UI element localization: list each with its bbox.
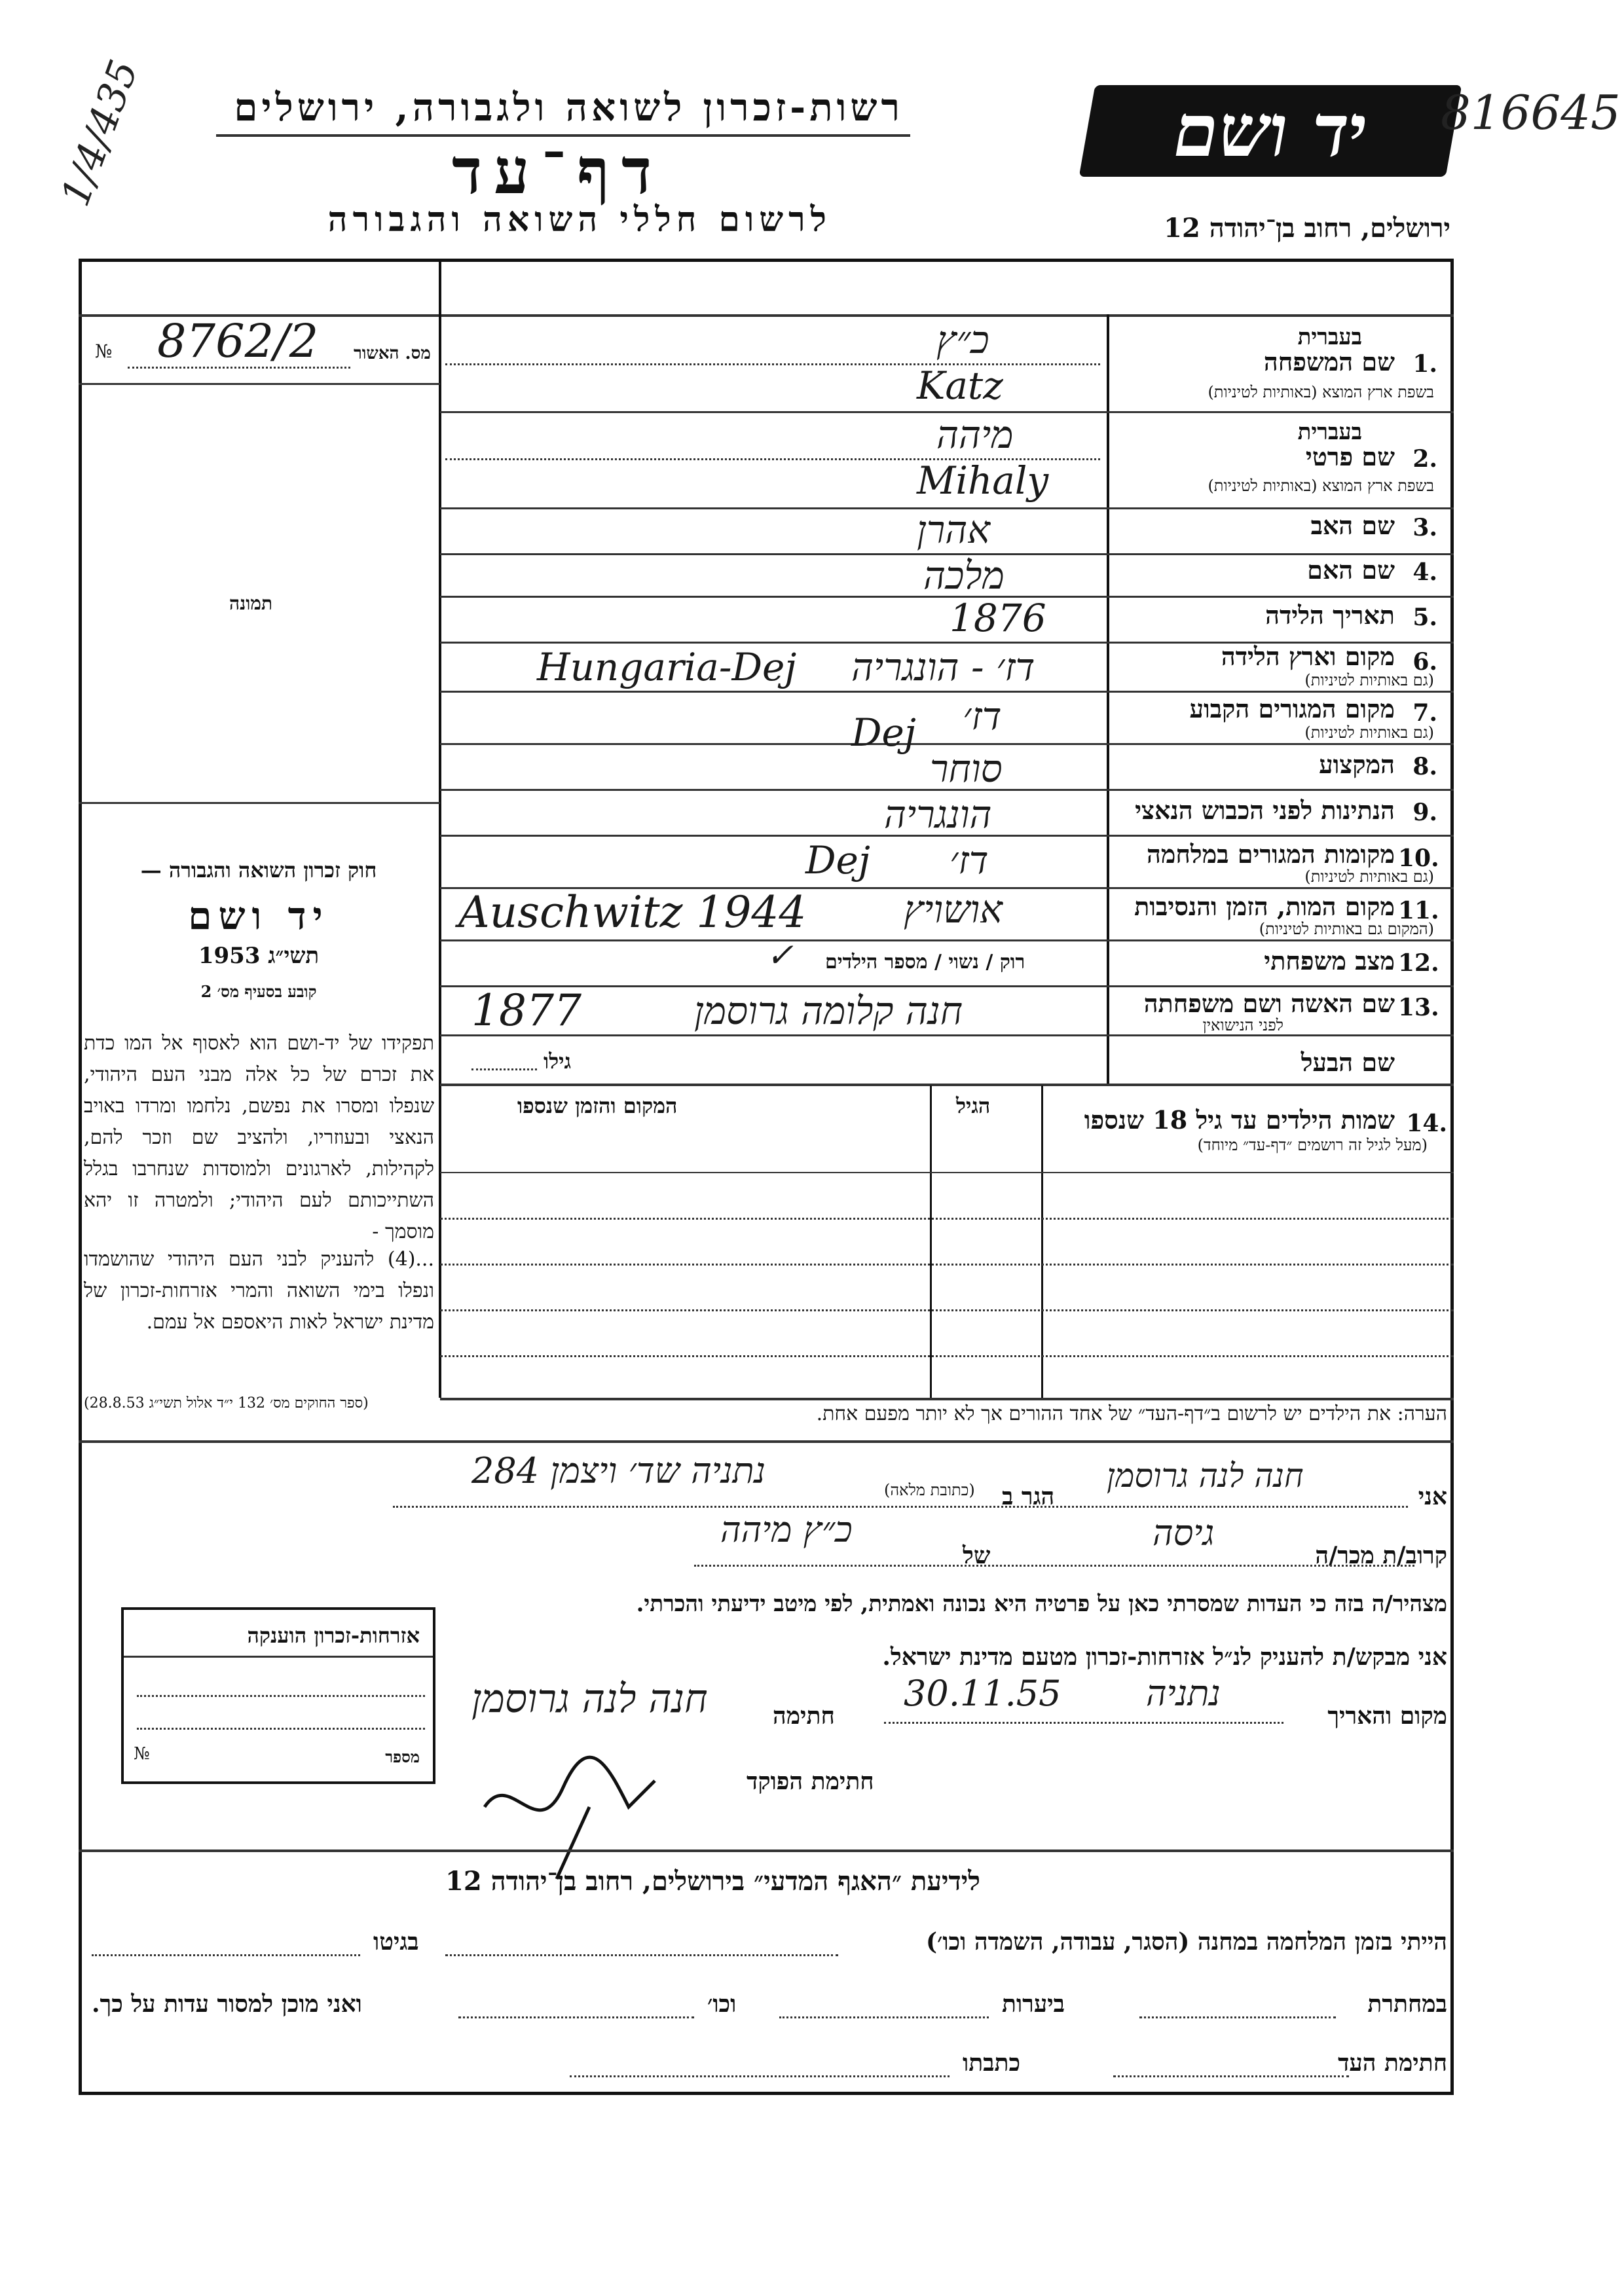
field-10-sub: (גם באותיות לטיניות) (1304, 867, 1434, 886)
field-2-sub: בשפת ארץ המוצא (באותיות לטיניות) (1208, 477, 1434, 495)
field-12-label: מצב משפחתי (1264, 946, 1395, 975)
law-reference: (ספר החוקים מס׳ 132 י״ד אלול תשי״ג 28.8.53) (84, 1395, 369, 1412)
field-6-number: 6. (1412, 648, 1437, 676)
authority-name: רשות-זכרון לשואה ולגבורה, ירושלים (234, 85, 904, 130)
memorial-box-line-1 (137, 1695, 425, 1697)
field-12-check: ✓ (766, 936, 794, 974)
children-label: שמות הילדים עד גיל 18 שנספו (1084, 1105, 1395, 1135)
decl-request: אני מבקש/ת להעניק לנ״ל אזרחות-זכרון מטעם מדינת ישראל. (882, 1643, 1447, 1671)
memorial-box-title: אזרחות-זכרון הוענקה (247, 1623, 420, 1648)
husband-age-dots (471, 1068, 537, 1070)
bottom-underground: במחתרת (1367, 1990, 1447, 2018)
note-rule (79, 1440, 1454, 1443)
field-13-sub: לפני הנישואין (1202, 1016, 1283, 1034)
bottom-line1: הייתי בזמן המלחמה במחנה (הסגר, עבודה, השמדה וכו׳) (926, 1928, 1447, 1956)
note-text: הערה: את הילדים יש לרשום ב״דף-העד״ של אחד ההורים אך לא יותר מפעם אחת. (816, 1402, 1447, 1425)
field-8-value: סוחר (930, 746, 1003, 791)
form-subtitle: לרשום חללי השואה והגבורה (327, 200, 832, 240)
decl-i-value: חנה לנה גרוסמן (1107, 1457, 1304, 1495)
husband-label: שם הבעל (1301, 1048, 1395, 1077)
field-6-value-latin: Hungaria-Dej (537, 645, 797, 689)
decl-place-date-label: מקום והאריך (1327, 1702, 1447, 1730)
field-11-label: מקום המות, הזמן והנסיבות (1134, 892, 1395, 921)
field-1-number: 1. (1412, 350, 1437, 378)
field-13-birth: 1877 (471, 985, 581, 1036)
decl-address-hint: (כתובת מלאה) (884, 1481, 975, 1499)
bottom-ghetto: בגיטו (373, 1928, 419, 1956)
children-row-4 (440, 1309, 1454, 1311)
row-12-bottom (440, 985, 1454, 987)
field-6-label: מקום וארץ הלידה (1221, 642, 1395, 671)
children-age-header: הגיל (956, 1093, 991, 1118)
field-1-hebrew-tag: בעברית (1297, 324, 1362, 350)
decl-of-value: כ״ץ מיהה (720, 1509, 853, 1550)
bottom-line2-dots-c (458, 2016, 694, 2018)
field-11-value-latin: Auschwitz 1944 (458, 887, 807, 938)
decl-resident-label: הגר ב (1002, 1483, 1055, 1510)
field-10-value-latin: Dej (805, 838, 870, 883)
children-bottom (440, 1398, 1454, 1400)
field-5-number: 5. (1412, 604, 1437, 631)
permit-label: מס. האשור (354, 344, 431, 363)
field-1-label: שם המשפחה (1263, 347, 1395, 376)
field-4-number: 4. (1412, 558, 1437, 586)
children-number: 14. (1406, 1110, 1447, 1137)
bottom-address-label: כתבתו (963, 2049, 1021, 2077)
field-6-sub: (גם באותיות לטיניות) (1304, 671, 1434, 689)
field-7-sub: (גם באותיות לטיניות) (1304, 723, 1434, 742)
children-row-2 (440, 1218, 1454, 1220)
field-2-label: שם פרטי (1305, 442, 1395, 471)
law-name: יד ושם (188, 894, 329, 938)
field-2-value-hebrew: מיהה (936, 412, 1014, 457)
field-7-value: דז׳ (963, 694, 1002, 738)
law-clause: קובע בסעיף מס׳ 2 (200, 982, 317, 1001)
children-row-5 (440, 1355, 1454, 1357)
decl-i-label: אני (1418, 1483, 1447, 1510)
permit-line (128, 367, 350, 369)
bottom-line2-dots-b (779, 2016, 989, 2018)
field-1-value-hebrew: כ״ץ (936, 318, 989, 362)
memorial-box-number-label: מספר (385, 1747, 420, 1766)
field-11-sub: (המקום גם באותיות לטיניות) (1259, 920, 1434, 938)
row-7-bottom (440, 743, 1454, 745)
field-12-number: 12. (1398, 949, 1439, 977)
memorial-box-rule (124, 1656, 433, 1658)
permit-number: 8762/2 (157, 314, 319, 368)
field-7-value-latin: Dej (851, 710, 916, 755)
decl-relative-label: קרוב/ת מכר/ה (1315, 1542, 1447, 1569)
field-12-options: רוק / נשוי / מספר הילדים (825, 951, 1025, 974)
decl-line-1 (393, 1506, 1408, 1508)
field-3-value: אהרן (917, 507, 991, 552)
row-11-bottom (440, 939, 1454, 941)
yad-vashem-logo (1079, 85, 1462, 177)
form-title: דף־עד (452, 134, 664, 208)
field-8-number: 8. (1412, 753, 1437, 780)
field-10-label: מקומות המגורים במלחמה (1147, 839, 1395, 869)
field-6-value: דז׳ - הונגריה (851, 645, 1035, 689)
row-13-bottom (440, 1034, 1454, 1036)
law-text-main: תפקידו של יד-ושם הוא לאסוף אל המו כדת את זכרם של כל אלה מבני העם היהודי, שנפלו ומסרו את נפשם, נלחמו ומרדו באויב הנאצי ובעוזריו, ולהציב שם וזכר להם, לקהילות, לארגונים ולמוסדות שנחרבו בגלל השתייכותם לעם היהודי; ולמטרה זו יהא מוסמך - (84, 1032, 434, 1243)
footer-rule (79, 1850, 1454, 1852)
field-2-hebrew-tag: בעברית (1297, 419, 1362, 445)
field-9-label: הנתינות לפני הכבוש הנאצי (1135, 795, 1395, 825)
field-3-label: שם האב (1310, 511, 1395, 540)
decl-address-value: נתניה שד׳ ויצמן 284 (471, 1450, 766, 1491)
memorial-box-suffix: № (134, 1744, 150, 1764)
children-col-2 (1041, 1085, 1043, 1400)
decl-signature-value: חנה לנה גרוסמן (471, 1676, 708, 1722)
field-4-label: שם האם (1307, 555, 1395, 585)
field-4-value: מלכה (923, 553, 1005, 598)
decl-of-label: של (963, 1542, 991, 1569)
law-year: תשי״ג 1953 (198, 943, 320, 969)
decl-line-3 (884, 1722, 1283, 1724)
husband-age-label: גילו (544, 1049, 572, 1074)
children-sub: (מעל לגיל זה רושמים ״דף-עד״ מיוחד) (1197, 1136, 1428, 1154)
field-7-number: 7. (1412, 699, 1437, 727)
bottom-info-line: לידיעת ״האגף המדעי״ בירושלים, רחוב בן־יהודה 12 (445, 1866, 980, 1897)
children-row-3 (440, 1264, 1454, 1266)
bottom-ghetto-dots (92, 1954, 360, 1956)
field-13-value: חנה קלומה גרוסמן (694, 989, 963, 1033)
field-2-value-latin: Mihaly (917, 458, 1049, 503)
field-10-value: דז׳ (950, 838, 989, 883)
decl-signature-label: חתימה (773, 1702, 835, 1730)
field-3-number: 3. (1412, 514, 1437, 541)
logo-text: יד ושם (1166, 88, 1375, 173)
memorial-citizenship-box (121, 1607, 435, 1784)
field-8-label: המקצוע (1319, 750, 1395, 779)
decl-officer-label: חתימת הפוקד (747, 1768, 874, 1795)
field-11-number: 11. (1398, 897, 1439, 924)
decl-date-value: 30.11.55 (904, 1673, 1061, 1714)
photo-label: תמונה (229, 592, 273, 614)
field-11-value: אושויץ (904, 887, 1003, 932)
law-text-clause4: ...(4) להעניק לבני העם היהודי שהושמדו ונפלו בימי השואה והמרי אזרחות-זכרון של מדינת ישראל לאות היאספם אל עמם. (84, 1248, 434, 1334)
bottom-line2-dots-a (1139, 2016, 1336, 2018)
corner-number: 816645 (1441, 85, 1621, 140)
header-address: ירושלים, רחוב בן־יהודה 12 (1164, 213, 1450, 244)
field-10-number: 10. (1398, 845, 1439, 872)
label-column-divider (1107, 314, 1109, 1084)
field-13-number: 13. (1398, 994, 1439, 1021)
decl-relative-value: גיסה (1153, 1512, 1215, 1554)
decl-statement: מצהיר/ה בזה כי העדות שמסרתי כאן על פרטיה היא נכונה ואמתית, לפי מיטב ידיעתי והכרתי. (636, 1591, 1447, 1617)
field-1-value-latin: Katz (917, 363, 1003, 408)
memorial-box-line-2 (137, 1728, 425, 1730)
left-column-divider (439, 259, 441, 1398)
field-9-number: 9. (1412, 799, 1437, 826)
bottom-ready: ואני מוכן למסור עדות על כך. (92, 1990, 362, 2018)
field-1-sub: בשפת ארץ המוצא (באותיות לטיניות) (1208, 383, 1434, 401)
bottom-witness-sig: חתימת העד (1338, 2049, 1447, 2077)
law-title: חוק זכרון השואה והגבורה — (140, 858, 377, 883)
bottom-line1-dots (445, 1954, 838, 1956)
bottom-etc: וכו׳ (707, 1990, 737, 2018)
decl-line-2 (694, 1565, 1414, 1567)
field-13-label: שם האשה ושם משפחתה (1143, 989, 1395, 1018)
field-2-number: 2. (1412, 445, 1437, 473)
field-7-label: מקום המגורים הקבוע (1189, 694, 1395, 723)
field-5-value: 1876 (950, 596, 1046, 640)
bottom-witness-dots (1113, 2075, 1349, 2077)
children-col-1 (930, 1085, 932, 1400)
children-row-1 (440, 1172, 1454, 1173)
field-5-label: תאריך הלידה (1265, 600, 1395, 630)
decl-place-value: נתניה (1146, 1673, 1221, 1714)
husband-row-bottom (440, 1084, 1454, 1086)
margin-stamp: 1/4/435 (52, 54, 147, 212)
bottom-address-dots (570, 2075, 950, 2077)
row-6-bottom (440, 691, 1454, 693)
field-9-value: הונגריה (884, 792, 992, 837)
photo-rule (79, 802, 440, 804)
permit-rule (79, 383, 440, 385)
permit-suffix: № (95, 340, 113, 362)
bottom-forests: ביערות (1002, 1990, 1065, 2018)
officer-signature (458, 1728, 733, 1886)
children-place-header: המקום והזמן שנספו (517, 1093, 678, 1118)
